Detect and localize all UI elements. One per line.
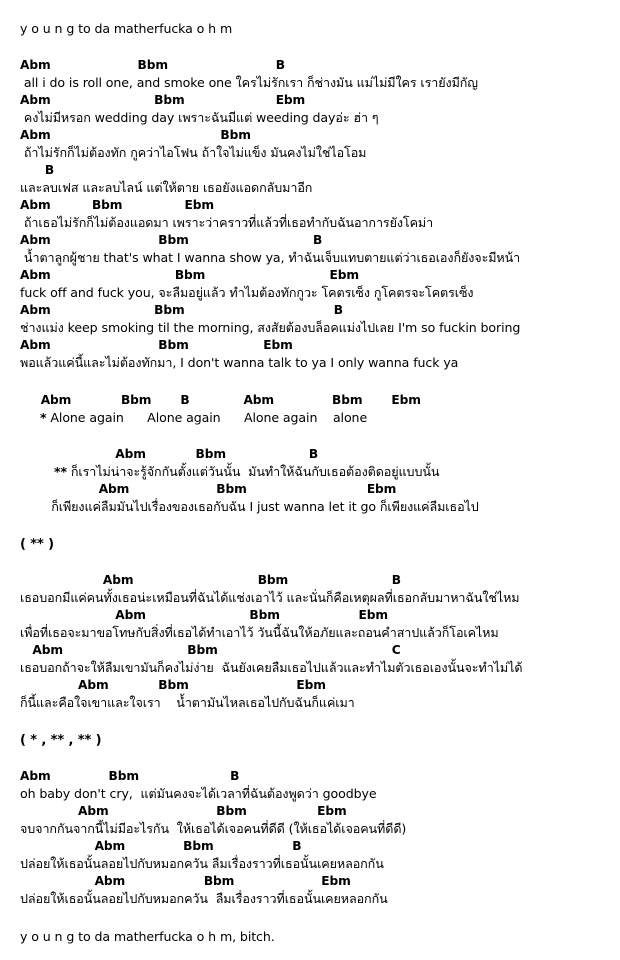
- lyric-line: ช่างแม่ง keep smoking til the morning, สงสัยต้องบล็อคแม่งไปเลย I'm so fuckin boring: [20, 320, 521, 335]
- chord-line: B: [20, 163, 55, 177]
- chord-line: Abm Bbm Ebm: [20, 268, 359, 282]
- chord-line: Abm Bbm Ebm: [20, 804, 347, 818]
- lyric-line: ถ้าไม่รักก็ไม่ต้องทัก กูคว่าไอโฟน ถ้าใจไม่แข็ง มันคงไม่ใช่ไอโอม: [20, 145, 367, 160]
- chord-line: Abm Bbm B: [20, 447, 319, 461]
- chord-line: Abm Bbm: [20, 128, 251, 142]
- lyric-line: ปล่อยให้เธอนั้นลอยไปกับหมอกควัน ลืมเรื่องราวที่เธอนั้นเคยหลอกกัน: [20, 891, 388, 906]
- section-reference: ( * , ** , ** ): [20, 733, 102, 748]
- chord-line: Abm Bbm Ebm: [20, 338, 293, 352]
- lyric-line: ก็เพียงแค่ลืมมันไปเรื่องของเธอกับฉัน I just wanna let it go ก็เพียงแค่ลืมเธอไป: [20, 499, 479, 514]
- chord-line: Abm Bbm B: [20, 58, 285, 72]
- chord-line: Abm Bbm B: [20, 573, 401, 587]
- lyric-line: เธอบอกถ้าจะให้ลืมเขามันก็คงไม่ง่าย ฉันยังเคยลืมเธอไปแล้วและทำไมตัวเธอเองนั้นจะทำไม่ได้: [20, 660, 523, 675]
- chord-line: Abm Bbm Ebm: [20, 608, 388, 622]
- chord-line: Abm Bbm B: [20, 839, 302, 853]
- chord-line: Abm Bbm B Abm Bbm Ebm: [20, 393, 421, 407]
- lyric-line: oh baby don't cry, แต่มันคงจะได้เวลาที่ฉันต้องพูดว่า goodbye: [20, 786, 377, 801]
- chorus-marker: **: [54, 464, 67, 479]
- lyric-line: จบจากกันจากนี้ไม่มีอะไรกัน ให้เธอได้เจอคนที่ดีดี (ให้เธอได้เจอคนที่ดีดี): [20, 821, 407, 836]
- lyric-line: ปล่อยให้เธอนั้นลอยไปกับหมอกควัน ลืมเรื่องราวที่เธอนั้นเคยหลอกกัน: [20, 856, 384, 871]
- chord-line: Abm Bbm C: [20, 643, 401, 657]
- lyric-line: ถ้าเธอไม่รักก็ไม่ต้องแอดมา เพราะว่าคราวที่แล้วที่เธอทำกับฉันอาการยังโคม่า: [20, 215, 434, 230]
- chord-line: Abm Bbm Ebm: [20, 93, 306, 107]
- chord-line: Abm Bbm B: [20, 233, 323, 247]
- lyric-text: Alone again Alone again Alone again alone: [46, 410, 368, 425]
- song-footer: y o u n g to da matherfucka o h m, bitch.: [20, 929, 275, 944]
- chorus-line: [40, 409, 616, 426]
- chord-line: Abm Bbm Ebm: [20, 482, 397, 496]
- lyric-line: คงไม่มีหรอก wedding day เพราะฉันมีแต่ weeding dayอ่ะ ฮ่า ๆ: [20, 110, 379, 125]
- chord-line: Abm Bbm Ebm: [20, 874, 351, 888]
- chorus-marker: *: [40, 410, 47, 425]
- chord-line: Abm Bbm B: [20, 303, 343, 317]
- lyric-line: ก็นี้และคือใจเขาและใจเรา น้ำตามันไหลเธอไปกับฉันก็แค่เมา: [20, 695, 355, 710]
- lyric-line: fuck off and fuck you, จะลืมอยู่แล้ว ทำไมต้องทักกูวะ โคตรเซ็ง กูโคตรจะโคตรเซ็ง: [20, 285, 474, 300]
- lyric-line: เธอบอกมีแค่คนทั้งเธอน่ะเหมือนที่ฉันได้แช่งเอาไว้ และนั่นก็คือเหตุผลที่เธอกลับมาหาฉันใช่ไหม: [20, 590, 520, 605]
- lyric-line: และลบเฟส และลบไลน์ แต่ให้ตาย เธอยังแอดกลับมาอีก: [20, 180, 313, 195]
- lyric-line: all i do is roll one, and smoke one ใครไม่รักเรา ก็ช่างมัน แม่ไม่มีใคร เรายังมีกัญ: [20, 75, 478, 90]
- chord-line: Abm Bbm Ebm: [20, 198, 214, 212]
- chorus-line: [54, 463, 616, 480]
- lyric-line: น้ำตาลูกผู้ชาย that's what I wanna show ya, ทำฉันเจ็บแทบตายแต่ว่าเธอเองก็ยังจะมีหน้า: [20, 250, 521, 265]
- section-reference: ( ** ): [20, 537, 54, 552]
- song-title: y o u n g to da matherfucka o h m: [20, 21, 233, 36]
- lyric-line: พอแล้วแค่นี้และไม่ต้องทักมา, I don't wanna talk to ya I only wanna fuck ya: [20, 355, 459, 370]
- lyric-line: เพื่อที่เธอจะมาขอโทษกับสิ่งที่เธอได้ทำเอาไว้ วันนี้ฉันให้อภัยและถอนคำสาปแล้วก็โอเคไหม: [20, 625, 499, 640]
- lyric-text: ก็เราไม่น่าจะรู้จักกันตั้งแต่วันนั้น มันทำให้ฉันกับเธอต้องติดอยู่แบบนั้น: [66, 464, 440, 479]
- chord-line: Abm Bbm Ebm: [20, 678, 326, 692]
- chord-line: Abm Bbm B: [20, 769, 240, 783]
